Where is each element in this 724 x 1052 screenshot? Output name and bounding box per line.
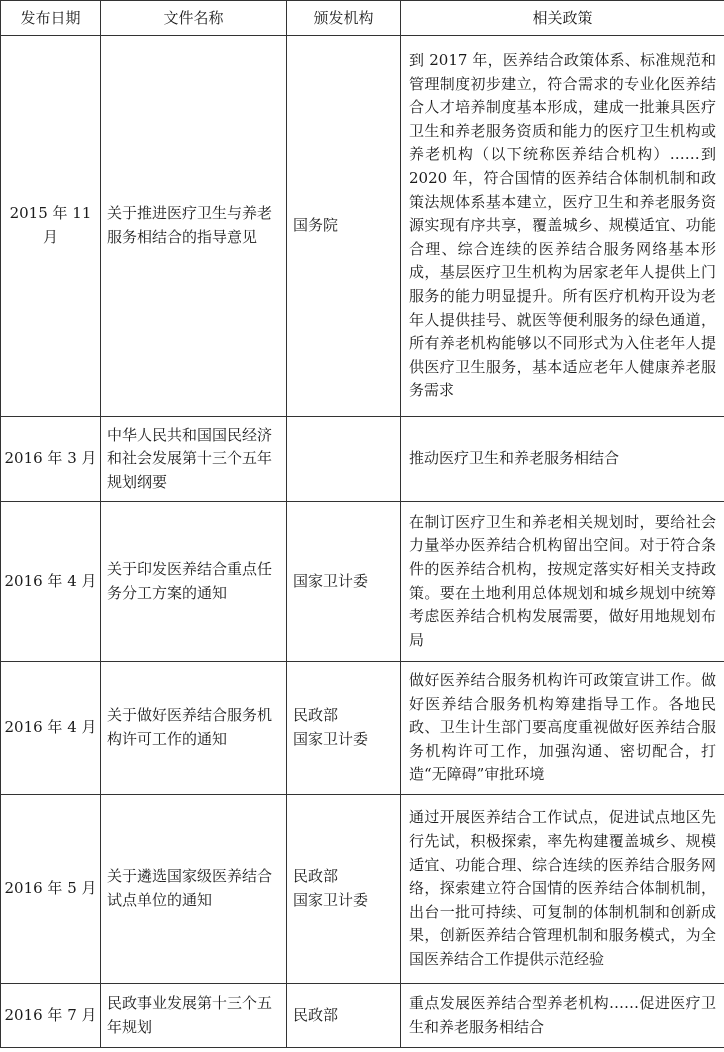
date-cell: 2016 年 4 月 [1, 502, 101, 662]
policy-cell: 重点发展医养结合型养老机构……促进医疗卫生和养老服务相结合 [401, 984, 724, 1048]
agency-name: 民政部 [293, 1005, 339, 1024]
date-cell: 2016 年 5 月 [1, 795, 101, 984]
table-row [1, 984, 724, 1048]
agency-cell [287, 662, 401, 795]
date-cell: 2016 年 4 月 [1, 662, 101, 795]
agency-name: 国家卫计委 [293, 891, 369, 909]
header-policy: 相关政策 [401, 1, 724, 36]
table-row [1, 502, 724, 662]
agency-name: 国家卫计委 [293, 730, 369, 748]
document-name-cell: 关于印发医养结合重点任务分工方案的通知 [101, 502, 287, 662]
date-cell: 2015 年 11 月 [1, 36, 101, 417]
policy-cell: 推动医疗卫生和养老服务相结合 [401, 417, 724, 502]
agency-name: 民政部 [293, 867, 339, 886]
policy-cell: 通过开展医养结合工作试点，促进试点地区先行先试，积极探索，率先构建覆盖城乡、规模适宜、功能合理、综合连续的医养结合服务网络，探索建立符合国情的医养结合体制机制，出台一批可持续、可复制的体制机制和创新成果，创新医养结合管理机制和服务模式，为全国医养结合工作提供示范经验 [401, 795, 724, 984]
agency-cell [287, 984, 401, 1048]
table-row [1, 662, 724, 795]
table-row [1, 417, 724, 502]
agency-cell [287, 36, 401, 417]
policy-cell: 在制订医疗卫生和养老相关规划时，要给社会力量举办医养结合机构留出空间。对于符合条件的医养结合机构，按规定落实好相关支持政策。要在土地利用总体规划和城乡规划中统筹考虑医养结合机构发展需要，做好用地规划布局 [401, 502, 724, 662]
document-name-cell: 关于推进医疗卫生与养老服务相结合的指导意见 [101, 36, 287, 417]
document-name-cell: 关于做好医养结合服务机构许可工作的通知 [101, 662, 287, 795]
agency-cell [287, 502, 401, 662]
policy-cell: 做好医养结合服务机构许可政策宣讲工作。做好医养结合服务机构筹建指导工作。各地民政、卫生计生部门要高度重视做好医养结合服务机构许可工作，加强沟通、密切配合，打造“无障碍”审批环境 [401, 662, 724, 795]
agency-cell [287, 795, 401, 984]
header-row [1, 1, 724, 36]
agency-name: 国务院 [293, 216, 339, 235]
document-name-cell: 民政事业发展第十三个五年规划 [101, 984, 287, 1048]
agency-name: 民政部 [293, 706, 339, 725]
header-date: 发布日期 [1, 1, 101, 36]
header-name: 文件名称 [101, 1, 287, 36]
document-name-cell: 中华人民共和国国民经济和社会发展第十三个五年规划纲要 [101, 417, 287, 502]
date-cell: 2016 年 3 月 [1, 417, 101, 502]
policy-cell: 到 2017 年，医养结合政策体系、标准规范和管理制度初步建立，符合需求的专业化医养结合人才培养制度基本形成，建成一批兼具医疗卫生和养老服务资质和能力的医疗卫生机构或养老机构（以下统称医养结合机构）……到 2020 年，符合国情的医养结合体制机制和政策法规体系基本建立，医疗卫生和养老服务资源实现有序共享，覆盖城乡、规模适宜、功能合理、综合连续的医养结合服务网络基本形成，基层医疗卫生机构为居家老年人提供上门服务的能力明显提升。所有医疗机构开设为老年人提供挂号、就医等便利服务的绿色通道，所有养老机构能够以不同形式为入住老年人提供医疗卫生服务，基本适应老年人健康养老服务需求 [401, 36, 724, 417]
agency-cell [287, 417, 401, 502]
date-cell: 2016 年 7 月 [1, 984, 101, 1048]
document-name-cell: 关于遴选国家级医养结合试点单位的通知 [101, 795, 287, 984]
table-row [1, 795, 724, 984]
header-agency: 颁发机构 [287, 1, 401, 36]
table-row [1, 36, 724, 417]
agency-name: 国家卫计委 [293, 571, 369, 590]
